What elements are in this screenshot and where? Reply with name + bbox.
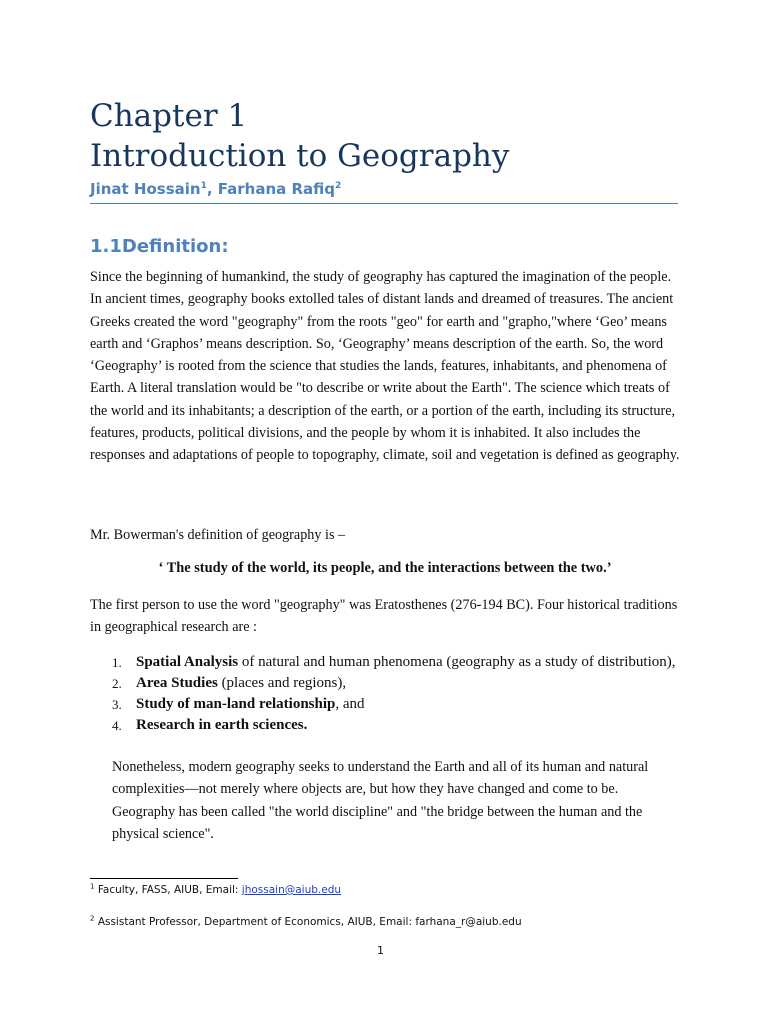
author-line: Jinat Hossain$^1$, Farhana Rafiq$^2$	[90, 180, 342, 198]
list-item-bold: Study of man-land relationship	[136, 696, 336, 712]
definition-quote: ‘ The study of the world, its people, and the interactions between the two.’	[158, 560, 612, 576]
list-item	[112, 652, 680, 673]
email-link[interactable]: jhossain@aiub.edu	[241, 884, 342, 896]
list-item-bold: Research in earth sciences.	[136, 717, 308, 733]
list-item	[112, 715, 680, 736]
chapter-name: Introduction to Geography	[90, 138, 510, 174]
footnote	[90, 916, 690, 928]
list-item	[112, 673, 680, 694]
paragraph: Mr. Bowerman's definition of geography is –	[90, 527, 346, 543]
list-item-text: , and	[335, 696, 365, 712]
paragraph: The first person to use the word "geography" was Eratosthenes (276-194 BC). Four historical traditions in geographical research are :	[90, 597, 678, 636]
chapter-label: Chapter 1	[90, 98, 248, 134]
paragraph: Since the beginning of humankind, the study of geography has captured the imagination of the people. In ancient times, geography books extolled tales of distant lands and dreamed of treasures. The ancient Greeks created the word "geography" from the roots "geo" for earth and "grapho,"where ‘Geo’ means earth and ‘Graphos’ means description. So, ‘Geography’ means description of the earth. So, the word ‘Geography’ is rooted from the science that studies the lands, features, inhabitants, and phenomena of Earth. A literal translation would be "to describe or write about the Earth". The science which treats of the world and its inhabitants; a description of the earth, or a portion of the earth, including its structure, features, products, political divisions, and the people by whom it is inhabited. It also includes the responses and adaptations of people to topography, climate, soil and vegetation is defined as geography.	[90, 269, 680, 464]
footnote-number: 1	[90, 882, 95, 891]
footnote-mark[interactable]: 1	[200, 181, 207, 191]
list-item	[112, 694, 680, 715]
footnote-divider	[90, 878, 238, 879]
list-number: 1.	[112, 655, 122, 670]
list-number: 2.	[112, 676, 122, 691]
footnote-text: Assistant Professor, Department of Economics, AIUB, Email: farhana_r@aiub.edu	[97, 916, 522, 928]
author-name: Farhana Rafiq	[217, 180, 336, 198]
footnote-text: Faculty, FASS, AIUB, Email:	[97, 884, 242, 896]
footnote	[90, 884, 690, 896]
traditions-list	[112, 652, 680, 736]
section-heading: 1.1Definition:	[90, 236, 229, 257]
list-number: 3.	[112, 697, 122, 712]
list-item-text: (places and regions),	[217, 675, 347, 691]
chapter-title	[90, 96, 690, 176]
footnote-number: 2	[90, 914, 95, 923]
footnote-mark[interactable]: 2	[335, 181, 342, 191]
author-name: Jinat Hossain	[90, 180, 201, 198]
list-item-bold: Area Studies	[136, 675, 218, 691]
paragraph: Nonetheless, modern geography seeks to understand the Earth and all of its human and natural complexities—not merely where objects are, but how they have changed and come to be. Geography has been called "the world discipline" and "the bridge between the human and the physical science".	[112, 759, 649, 842]
title-divider	[90, 203, 678, 204]
list-item-text: of natural and human phenomena (geography as a study of distribution),	[238, 654, 676, 670]
list-item-bold: Spatial Analysis	[136, 654, 239, 670]
page-number: 1	[377, 944, 384, 957]
list-number: 4.	[112, 718, 122, 733]
